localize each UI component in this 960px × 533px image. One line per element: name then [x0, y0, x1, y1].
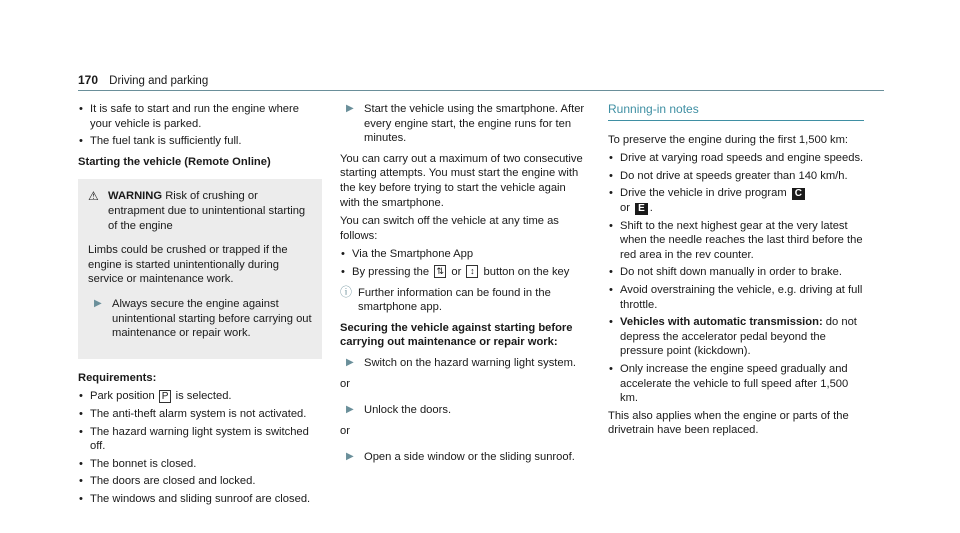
list-item: • The doors are closed and locked.: [78, 474, 322, 489]
header-divider: [78, 90, 884, 91]
park-position-icon: P: [159, 390, 172, 403]
list-item: • The hazard warning light system is switched off.: [78, 425, 322, 454]
requirements-heading: Requirements:: [78, 371, 157, 384]
step-window: [340, 450, 586, 465]
paragraph: This also applies when the engine or parts of the drivetrain have been replaced.: [608, 409, 849, 437]
list-item: [608, 315, 864, 359]
list-item: • Only increase the engine speed gradually and accelerate the vehicle to full speed after 1,500 km.: [608, 362, 864, 406]
warning-title: WARNING: [108, 190, 163, 203]
requirements-list: [78, 389, 322, 506]
step-text: Start the vehicle using the smartphone. After every engine start, the engine runs for ten minutes.: [364, 103, 585, 145]
drive-program-e-icon: E: [635, 203, 648, 215]
column-2: [340, 102, 586, 471]
automatic-transmission-text: do not depress the accelerator pedal beyond the pressure point (kickdown).: [620, 316, 857, 358]
list-item: • The windows and sliding sunroof are closed.: [78, 492, 322, 507]
option-key-or: or: [451, 265, 462, 278]
running-in-title: Running-in notes: [608, 102, 864, 121]
drive-program-c-icon: C: [792, 188, 805, 200]
option-key-text: By pressing the: [352, 265, 430, 278]
list-item: [78, 389, 322, 404]
warning-header: [88, 189, 312, 233]
step-text: Open a side window or the sliding sunroof.: [364, 451, 575, 464]
switch-off-list: [340, 247, 586, 279]
running-in-list: [608, 151, 864, 406]
paragraph: You can switch off the vehicle at any time as follows:: [340, 215, 559, 242]
info-icon: ⓘ: [340, 284, 353, 299]
page-section-title: Driving and parking: [109, 75, 209, 87]
step-text: Unlock the doors.: [364, 404, 452, 417]
column-3: [608, 102, 864, 442]
or-label: or: [340, 377, 350, 390]
list-item: • It is safe to start and run the engine where your vehicle is parked.: [78, 102, 322, 131]
step-arrow-icon: ▶: [94, 297, 102, 309]
section-heading-start-vehicle: Starting the vehicle (Remote Online): [78, 155, 271, 168]
warning-box: [78, 179, 322, 358]
key-unlock-icon: ↕: [466, 265, 478, 278]
step-arrow-icon: ▶: [346, 451, 354, 463]
step-hazard: [340, 356, 586, 371]
list-item: • The fuel tank is sufficiently full.: [78, 134, 322, 149]
key-lock-icon: ⇅: [434, 265, 446, 278]
list-item: • Via the Smartphone App: [340, 247, 586, 262]
running-in-body: [608, 133, 864, 438]
paragraph: You can carry out a maximum of two consecutive starting attempts. You must start the engine with the key before trying to start the vehicle again with the smartphone.: [340, 152, 583, 209]
warning-head-text: Risk of crushing or entrapment due to unintentional starting of the engine: [108, 190, 306, 232]
list-item: • Drive at varying road speeds and engine speeds.: [608, 151, 864, 166]
drive-program-or: or: [620, 201, 630, 214]
warning-step: [88, 297, 312, 341]
drive-program-period: .: [649, 201, 653, 214]
step-unlock: [340, 403, 586, 418]
step-text: Switch on the hazard warning light system.: [364, 356, 577, 369]
step-start-vehicle: [340, 102, 586, 146]
list-item: • The anti-theft alarm system is not activated.: [78, 407, 322, 422]
or-label: or: [340, 424, 350, 437]
drive-program-text: Drive the vehicle in drive program: [620, 187, 787, 200]
req-park-text-after: is selected.: [175, 390, 232, 403]
column-1: [78, 102, 322, 509]
option-key-text-after: button on the key: [483, 265, 570, 278]
list-item: • Do not shift down manually in order to brake.: [608, 265, 864, 280]
automatic-transmission-label: Vehicles with automatic transmission:: [620, 316, 823, 329]
warning-triangle-icon: ⚠: [88, 189, 99, 204]
req-park-text: Park position: [90, 390, 155, 403]
list-item: • Avoid overstraining the vehicle, e.g. driving at full throttle.: [608, 283, 864, 312]
step-arrow-icon: ▶: [346, 103, 354, 114]
list-item: • Do not drive at speeds greater than 140 km/h.: [608, 169, 864, 184]
warning-body: Limbs could be crushed or trapped if the engine is started unintentionally during service or maintenance work.: [88, 244, 288, 286]
intro-list: [78, 102, 322, 149]
list-item: [340, 265, 586, 280]
section-heading-securing: Securing the vehicle against starting before carrying out maintenance or repair work:: [340, 321, 573, 349]
info-text: Further information can be found in the smartphone app.: [358, 286, 551, 314]
page-header: [78, 73, 884, 89]
paragraph: To preserve the engine during the first 1,500 km:: [608, 133, 849, 146]
page-number: 170: [78, 73, 99, 87]
info-note: [340, 286, 586, 315]
step-arrow-icon: ▶: [346, 356, 354, 368]
list-item: [608, 186, 864, 215]
step-arrow-icon: ▶: [346, 404, 354, 416]
list-item: • The bonnet is closed.: [78, 457, 322, 472]
warning-step-text: Always secure the engine against unintentional starting before carrying out maintenance or repair work.: [112, 297, 312, 340]
list-item: • Shift to the next highest gear at the very latest when the needle reaches the last third before the red area in the rev counter.: [608, 219, 864, 263]
